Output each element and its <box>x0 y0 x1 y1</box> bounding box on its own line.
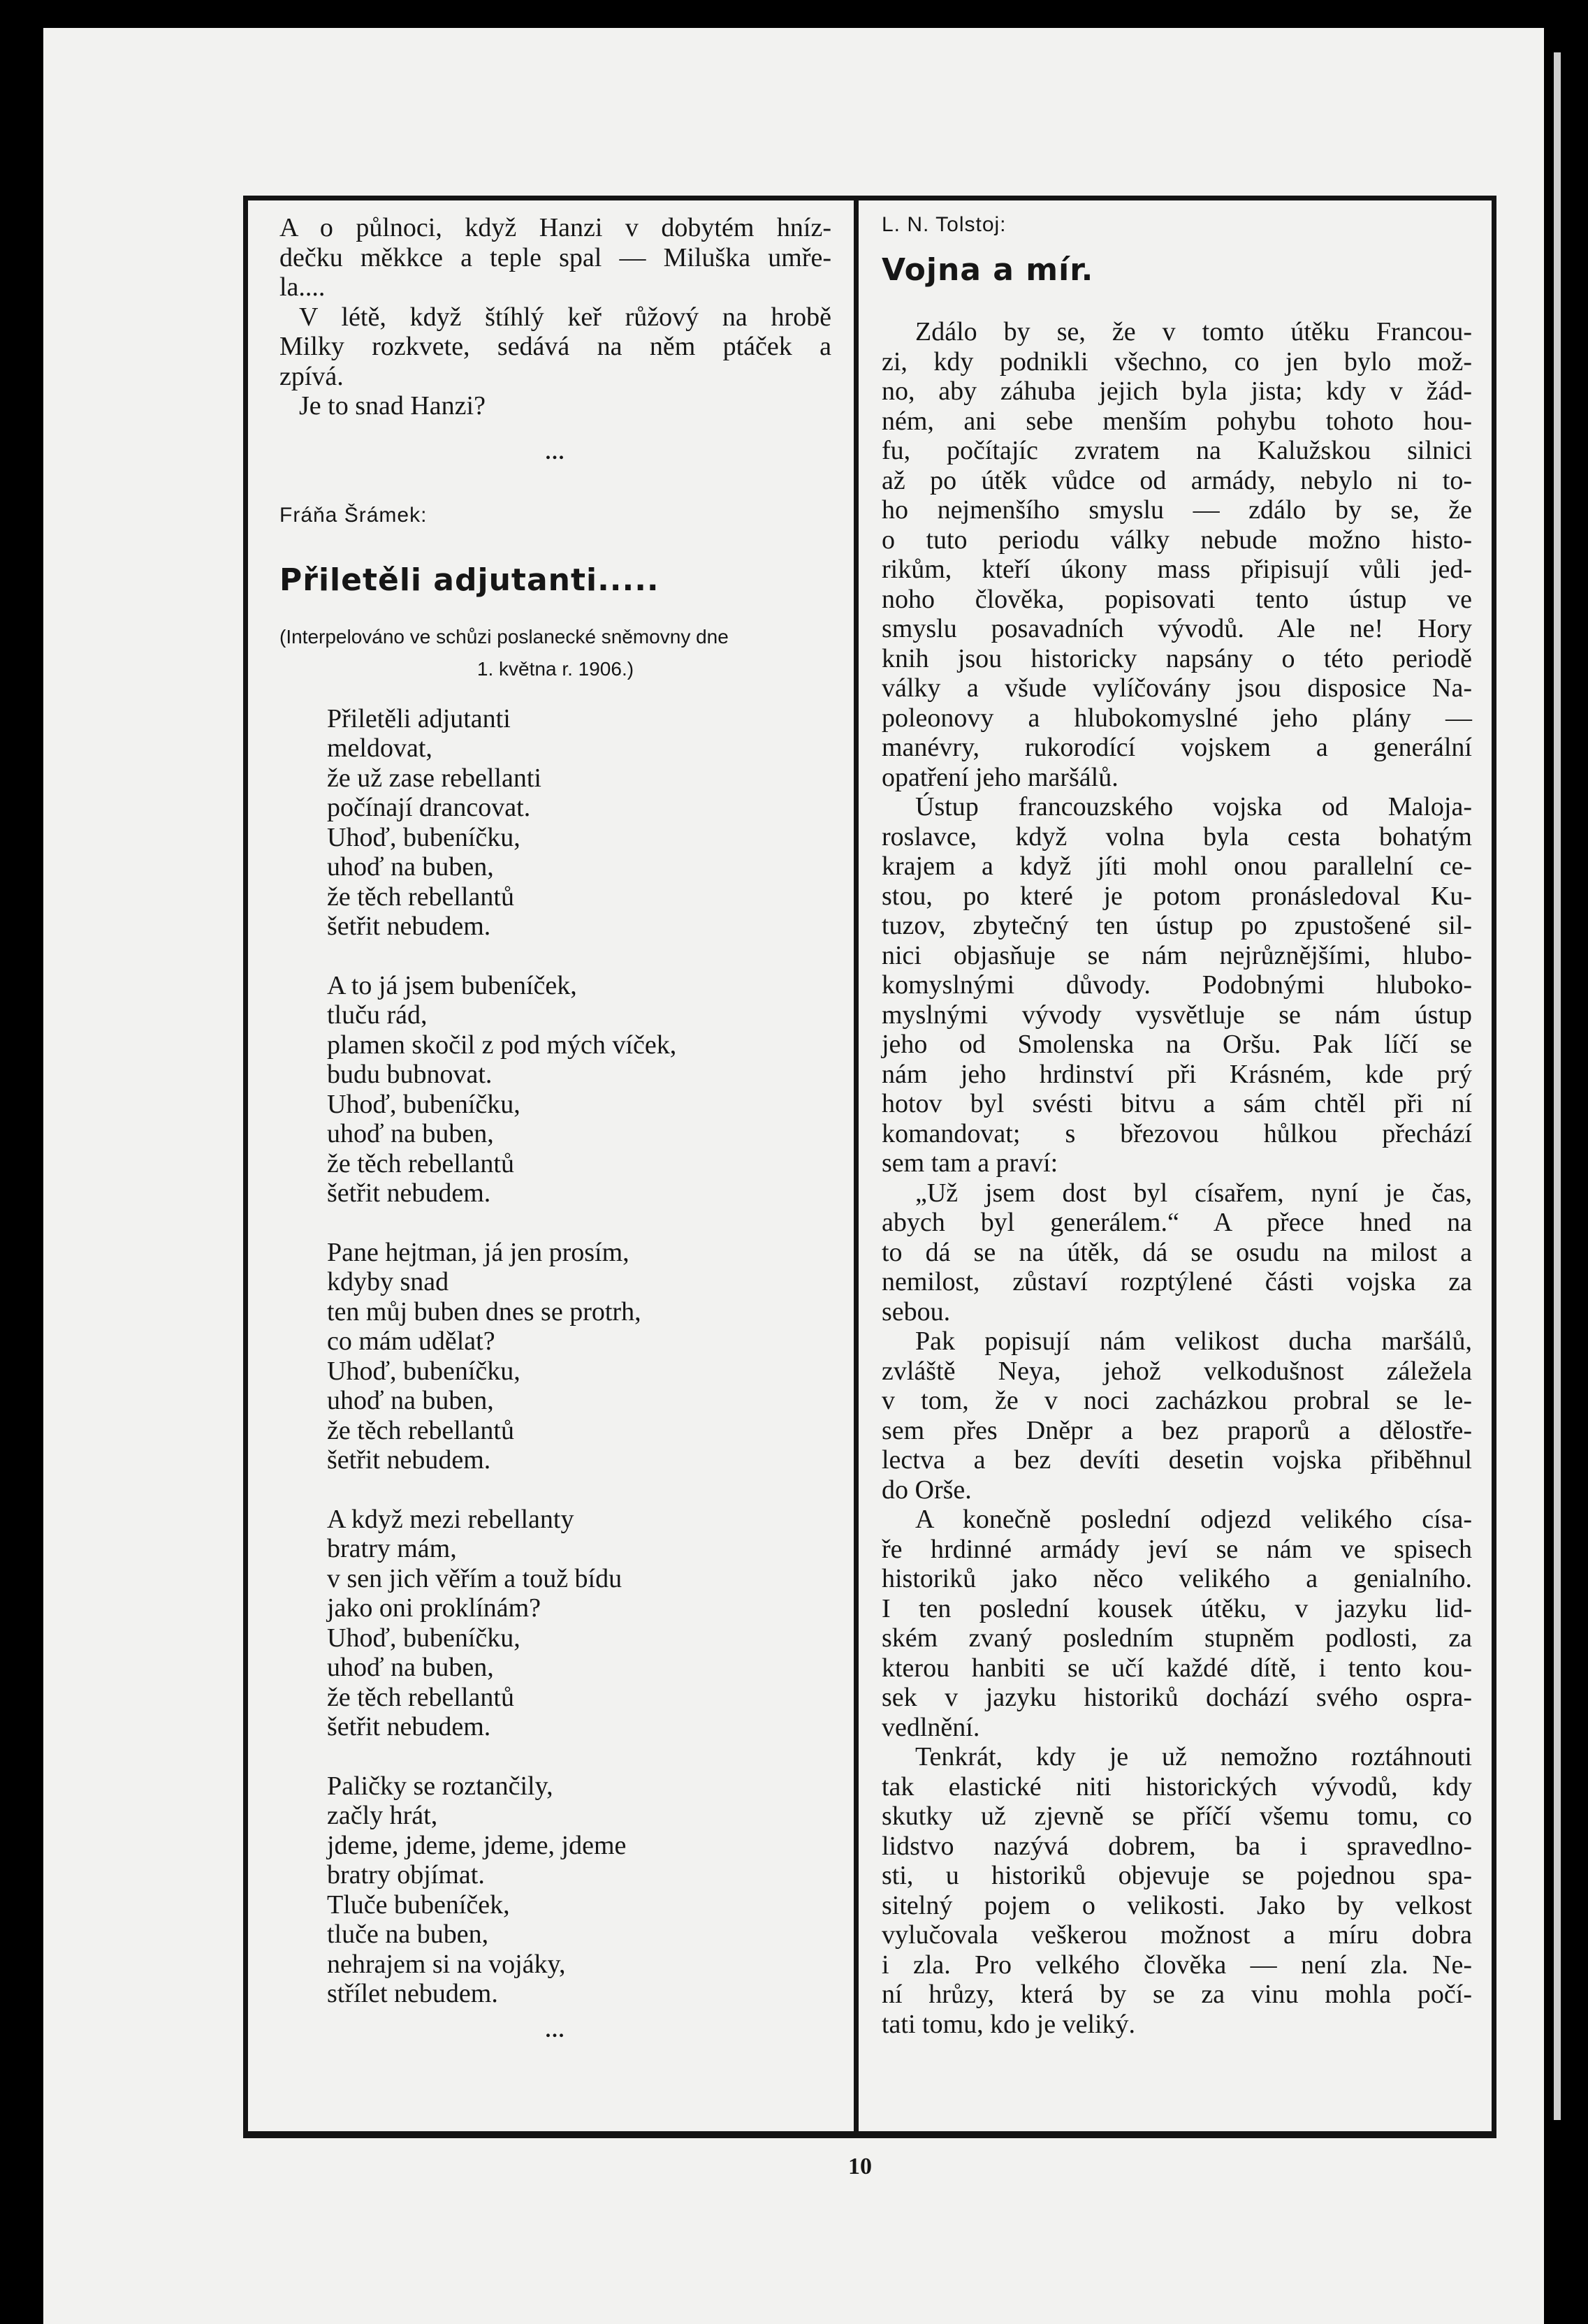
intro-line: A o půlnoci, když Hanzi v dobytém hníz- <box>279 213 831 242</box>
poem-line: bratry objímat. <box>327 1860 485 1890</box>
poem-line: uhoď na buben, <box>327 1386 494 1415</box>
paragraph-line: sti, u historiků objevuje se pojednou spa- <box>882 1861 1472 1890</box>
poem-line: že těch rebellantů <box>327 1682 514 1712</box>
paragraph-line: sek v jazyku historiků dochází svého ospra- <box>882 1683 1472 1712</box>
intro-line: la.... <box>279 272 326 302</box>
paragraph-line: rikům, kteří úkony mass připisují vůli jed- <box>882 555 1472 584</box>
poem-line: bratry mám, <box>327 1534 457 1563</box>
article-title: Vojna a mír. <box>882 252 1094 288</box>
paragraph-line: vylučovala veškerou možnost a míru dobra <box>882 1920 1472 1950</box>
poem-line: tluče na buben, <box>327 1920 489 1949</box>
paragraph-line: tak elastické niti historických vývodů, kdy <box>882 1771 1472 1802</box>
poem-line: co mám udělat? <box>327 1327 495 1356</box>
paragraph-line: v tom, že v noci zacházkou probral se le- <box>882 1386 1472 1415</box>
paragraph-line: poleonovy a hlubokomyslné jeho plány — <box>882 703 1472 733</box>
paragraph-line: komandovat; s březovou hůlkou přechází <box>882 1118 1472 1148</box>
intro-text <box>279 213 831 421</box>
paragraph-line: kterou hanbiti se učí každé dítě, i tento kou- <box>882 1653 1472 1683</box>
paragraph-line: Pak popisují nám velikost ducha maršálů, <box>915 1327 1472 1356</box>
paragraph-line: krajem a když jíti mohl onou parallelní ce- <box>882 852 1472 881</box>
paragraph <box>882 1327 1472 1505</box>
stanza <box>327 971 831 1208</box>
paragraph <box>882 1742 1472 2039</box>
intro-line: dečku měkkce a teple spal — Miluška umře- <box>279 242 831 272</box>
poem-line: uhoď na buben, <box>327 1653 494 1682</box>
poem-line: že těch rebellantů <box>327 882 514 912</box>
paragraph-line: knih jsou historicky napsány o této periodě <box>882 643 1472 673</box>
poem-line: šetřit nebudem. <box>327 1178 491 1208</box>
intro-line: Milky rozkvete, sedává na něm ptáček a <box>279 332 831 361</box>
poem-line: že těch rebellantů <box>327 1415 514 1445</box>
poem-line: budu bubnovat. <box>327 1060 493 1089</box>
paragraph-line: Ústup francouzského vojska od Maloja- <box>915 792 1472 821</box>
left-column <box>279 213 831 2042</box>
paragraph-line: sem přes Dněpr a bez praporů a dělostře- <box>882 1415 1472 1445</box>
paragraph-line: roslavce, když volna byla cesta bohatým <box>882 821 1472 852</box>
paragraph-line: smyslu posavadních vývodů. Ale ne! Hory <box>882 614 1472 643</box>
stanza <box>327 704 831 942</box>
poem-line: počínají drancovat. <box>327 793 531 822</box>
intro-line: zpívá. <box>279 361 344 391</box>
separator: ... <box>545 440 566 464</box>
poem-line: začly hrát, <box>327 1801 438 1830</box>
poem-line: meldovat, <box>327 733 432 763</box>
poem-line: A když mezi rebellanty <box>327 1504 574 1534</box>
paragraph-line: války a všude vylíčovány jsou disposice Na- <box>882 673 1472 703</box>
author-name: L. N. Tolstoj: <box>882 213 1007 236</box>
paragraph-line: historiků jako něco velikého a genialního. <box>882 1564 1472 1593</box>
paragraph-line: nemilost, zůstaví rozptýlené části vojska za <box>882 1267 1472 1296</box>
paragraph-line: zvláště Neya, jehož velkodušnost záležela <box>882 1356 1472 1386</box>
poem-line: Přiletěli adjutanti <box>327 703 511 733</box>
poem-note-line2: 1. května r. 1906.) <box>476 657 634 680</box>
column-divider <box>854 196 859 2135</box>
poem <box>279 704 831 2009</box>
paragraph-line: jeho od Smolenska na Oršu. Pak líčí se <box>882 1030 1472 1059</box>
paragraph-line: manévry, rukorodící vojskem a generální <box>882 733 1472 762</box>
paragraph-line: A konečně poslední odjezd velikého císa- <box>915 1505 1472 1534</box>
paragraph-line: ní hrůzy, která by se za vinu mohla počí- <box>882 1980 1472 2009</box>
poem-line: že už zase rebellanti <box>327 763 541 793</box>
right-column <box>882 213 1472 2039</box>
poem-line: šetřit nebudem. <box>327 1712 491 1741</box>
paragraph-line: nici objasňuje se nám nejrůznějšími, hlubo- <box>882 940 1472 970</box>
paragraph-line: lectva a bez devíti desetin vojska přiběhnul <box>882 1445 1472 1475</box>
paragraph-line: ho nejmenšího smyslu — zdálo by se, že <box>882 495 1472 525</box>
paragraph-line: stou, po které je potom pronásledoval Ku- <box>882 881 1472 911</box>
poem-line: střílet nebudem. <box>327 1979 498 2008</box>
paragraph-line: noho člověka, popisovati tento ústup ve <box>882 584 1472 614</box>
stanza <box>327 1771 831 2009</box>
paragraph <box>882 317 1472 792</box>
paragraph-line: hotov byl svésti bitvu a sám chtěl při ní <box>882 1089 1472 1118</box>
paragraph-line: ském zvaný posledním stupněm podlosti, za <box>882 1623 1472 1653</box>
poem-line: že těch rebellantů <box>327 1148 514 1178</box>
paragraph-line: ném, ani sebe menším pohybu tohoto hou- <box>882 406 1472 436</box>
poem-line: Uhoď, bubeníčku, <box>327 1356 520 1386</box>
paragraph-line: myslnými vývody vysvětluje se nám ústup <box>882 1000 1472 1030</box>
bottom-rule <box>243 2135 1496 2138</box>
poem-line: nehrajem si na vojáky, <box>327 1949 566 1979</box>
poem-line: Uhoď, bubeníčku, <box>327 822 520 852</box>
paragraph-line: o tuto periodu války nebude možno histo- <box>882 525 1472 555</box>
poem-line: Tluče bubeníček, <box>327 1890 510 1920</box>
intro-line: Je to snad Hanzi? <box>299 391 486 421</box>
paragraph-line: sitelný pojem o velikosti. Jako by velkost <box>882 1890 1472 1920</box>
paragraph-line: to dá se na útěk, dá se osudu na milost a <box>882 1237 1472 1267</box>
paragraph-line: komyslnými důvody. Podobnými hluboko- <box>882 970 1472 1000</box>
poem-line: jdeme, jdeme, jdeme, jdeme <box>327 1830 627 1860</box>
poem-line: Uhoď, bubeníčku, <box>327 1089 520 1119</box>
paragraph-line: tuzov, zbytečný ten ústup po zpustošené sil- <box>882 911 1472 940</box>
poem-line: tluču rád, <box>327 1000 428 1030</box>
paragraph-line: až po útěk vůdce od armády, nebylo ni to- <box>882 465 1472 495</box>
poem-line: šetřit nebudem. <box>327 1445 491 1475</box>
poem-line: kdyby snad <box>327 1267 449 1296</box>
author-name: Fráňa Šrámek: <box>279 503 428 527</box>
paragraph-line: zi, kdy podnikli všechno, co jen bylo mož- <box>882 346 1472 377</box>
paragraph-line: „Už jsem dost byl císařem, nyní je čas, <box>915 1178 1472 1208</box>
stanza <box>327 1505 831 1742</box>
poem-title: Přiletěli adjutanti..... <box>279 562 660 598</box>
poem-line: Paličky se roztančily, <box>327 1771 553 1801</box>
poem-line: A to já jsem bubeníček, <box>327 970 577 1000</box>
poem-line: Pane hejtman, já jen prosím, <box>327 1237 629 1267</box>
paragraph-last-line: vedlnění. <box>882 1712 980 1742</box>
paragraph-line: skutky už zjevně se příčí všemu tomu, co <box>882 1802 1472 1831</box>
poem-line: plamen skočil z pod mých víček, <box>327 1030 677 1060</box>
poem-line: ten můj buben dnes se protrh, <box>327 1296 641 1327</box>
poem-line: Uhoď, bubeníčku, <box>327 1623 520 1653</box>
paragraph-line: fu, počítajíc zvratem na Kalužskou silnici <box>882 436 1472 465</box>
end-separator: ... <box>545 2018 566 2042</box>
page-edge <box>1554 52 1561 2120</box>
poem-line: uhoď na buben, <box>327 852 494 882</box>
paragraph <box>882 1505 1472 1742</box>
paragraph-line: Tenkrát, kdy je už nemožno roztáhnouti <box>915 1742 1472 1771</box>
poem-line: uhoď na buben, <box>327 1119 494 1148</box>
page-number: 10 <box>848 2154 872 2179</box>
poem-note-line1: (Interpelováno ve schůzi poslanecké sněmovny dne <box>279 625 729 648</box>
poem-line: v sen jich věřím a touž bídu <box>327 1563 622 1593</box>
article-body <box>882 317 1472 2039</box>
paragraph-last-line: sebou. <box>882 1296 951 1327</box>
paragraph-last-line: tati tomu, kdo je veliký. <box>882 2009 1136 2039</box>
paragraph-line: abych byl generálem.“ A přece hned na <box>882 1208 1472 1237</box>
paragraph-last-line: sem tam a praví: <box>882 1148 1058 1178</box>
paragraph-line: no, aby záhuba jejich byla jista; kdy v žád- <box>882 377 1472 406</box>
stanza <box>327 1238 831 1475</box>
paragraph <box>882 792 1472 1178</box>
paragraph-line: Zdálo by se, že v tomto útěku Francou- <box>915 317 1472 346</box>
paragraph-last-line: opatření jeho maršálů. <box>882 762 1119 792</box>
paragraph-line: i zla. Pro velkého člověka — není zla. Ne- <box>882 1950 1472 1980</box>
paragraph-line: I ten poslední kousek útěku, v jazyku lid- <box>882 1593 1472 1623</box>
poem-line: šetřit nebudem. <box>327 912 491 941</box>
intro-line: V létě, když štíhlý keř růžový na hrobě <box>299 302 831 332</box>
paragraph-line: lidstvo nazývá dobrem, ba i spravedlno- <box>882 1831 1472 1861</box>
paragraph-last-line: do Orše. <box>882 1475 972 1505</box>
paragraph-line: nám jeho hrdinství při Krásném, kde prý <box>882 1059 1472 1089</box>
paragraph-line: ře hrdinné armády jeví se nám ve spisech <box>882 1534 1472 1564</box>
paragraph <box>882 1178 1472 1327</box>
poem-line: jako oni proklínám? <box>327 1593 541 1623</box>
